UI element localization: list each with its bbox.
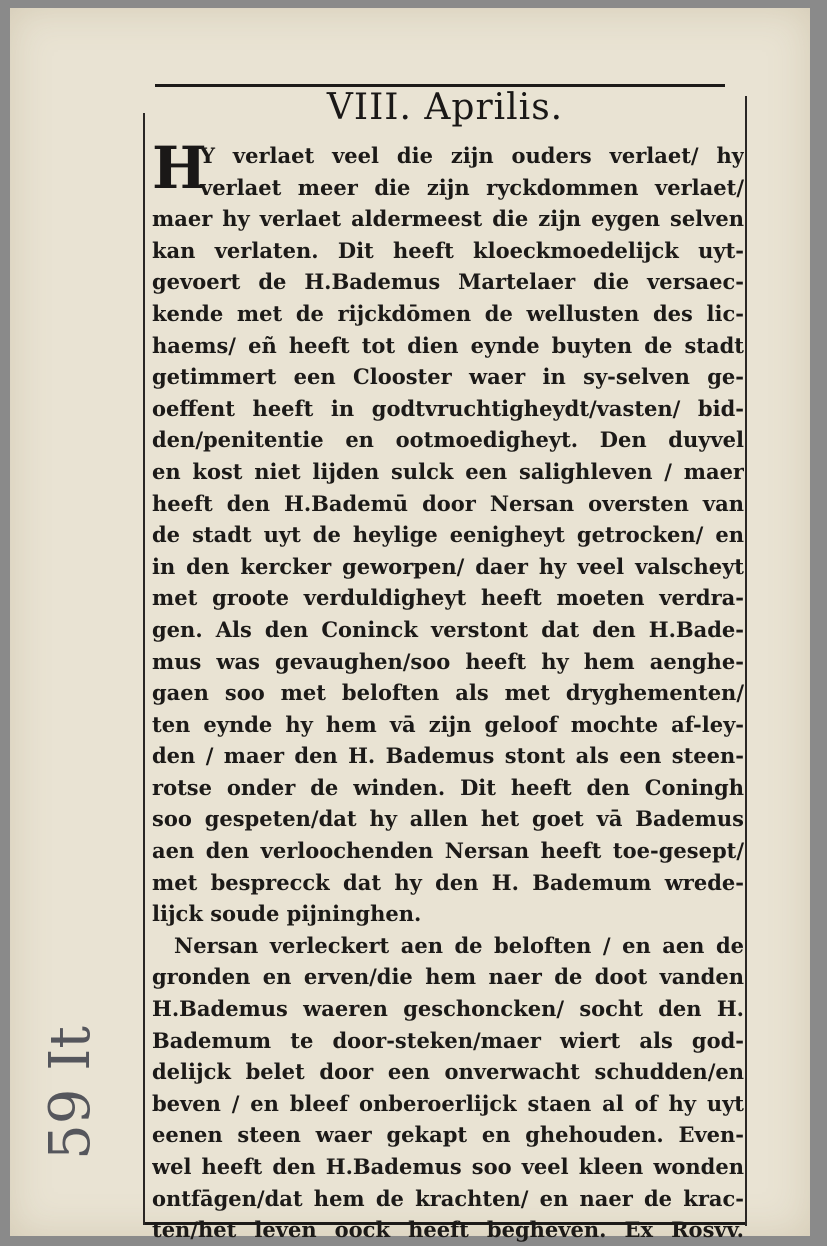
text-line: Y verlaet veel die zijn ouders verlaet/ hy (200, 143, 744, 168)
text-line: rotse onder de winden. Dit heeft den Coningh (152, 774, 744, 800)
text-line: ten/het leven oock heeft begheven. Ex Rosvv. (152, 1217, 744, 1243)
text-line: gen. Als den Coninck verstont dat den H.Bade- (152, 616, 744, 642)
text-line: eenen steen waer gekapt en ghehouden. Even- (152, 1122, 744, 1148)
text-line: heeft den H.Bademū door Nersan oversten van (152, 490, 744, 516)
text-line: maer hy verlaet aldermeest die zijn eygen selven (152, 206, 744, 232)
page-title: VIII. Aprilis. (326, 87, 564, 128)
text-line: gaen soo met beloften als met dryghementen/ (152, 680, 744, 706)
text-line: aen den verloochenden Nersan heeft toe-gesept/ (152, 838, 744, 864)
text-line: gronden en erven/die hem naer de doot vanden (152, 964, 744, 990)
text-line: beven / en bleef onberoerlijck staen al of hy uyt (152, 1090, 744, 1116)
text-line: getimmert een Clooster waer in sy-selven ge- (152, 364, 744, 390)
text-line: ontfāgen/dat hem de krachten/ en naer de krac- (152, 1185, 744, 1211)
text-line: delijck belet door een onverwacht schudden/en (152, 1059, 744, 1085)
text-line: den/penitentie en ootmoedigheyt. Den duyvel (152, 427, 744, 453)
text-line: gevoert de H.Bademus Martelaer die versaec- (152, 269, 744, 295)
right-frame-rule (745, 96, 747, 1226)
text-line: mus was gevaughen/soo heeft hy hem aenghe- (152, 648, 744, 674)
text-line: met groote verduldigheyt heeft moeten verdra- (152, 585, 744, 611)
text-line: haems/ eñ heeft tot dien eynde buyten de stadt (152, 332, 744, 358)
text-line: wel heeft den H.Bademus soo veel kleen wonden (152, 1154, 744, 1179)
text-line: H.Bademus waeren geschoncken/ socht den H. (152, 996, 744, 1022)
text-line: soo gespeten/dat hy allen het goet vā Bademus (152, 806, 744, 832)
text-body (152, 134, 744, 1246)
text-line: oeffent heeft in godtvruchtigheydt/vasten/ bid- (152, 395, 744, 421)
text-line: lijck soude pijninghen. (152, 901, 422, 927)
text-line: kende met de rijckdōmen de wellusten des lic- (152, 300, 744, 326)
text-line: en kost niet lijden sulck een salighleven / maer (152, 458, 744, 484)
drop-cap: H (152, 134, 207, 202)
text-line: kan verlaten. Dit heeft kloeckmoedelijck uyt- (152, 237, 744, 263)
text-line: de stadt uyt de heylige eenigheyt getrocken/ en (152, 522, 744, 548)
text-line: Bademum te door-steken/maer wiert als god- (152, 1027, 744, 1053)
handwritten-inscription: 59 It (37, 1026, 103, 1160)
text-line: in den kercker geworpen/ daer hy veel valscheyt (152, 553, 744, 579)
left-frame-rule (143, 113, 145, 1225)
text-line: ten eynde hy hem vā zijn geloof mochte af-ley- (152, 711, 744, 737)
text-line: verlaet meer die zijn ryckdommen verlaet/ (200, 174, 744, 200)
text-line: met besprecck dat hy den H. Bademum wrede- (152, 869, 744, 895)
text-line: Nersan verleckert aen de beloften / en aen de (174, 932, 744, 958)
text-line: den / maer den H. Bademus stont als een steen- (152, 743, 744, 769)
